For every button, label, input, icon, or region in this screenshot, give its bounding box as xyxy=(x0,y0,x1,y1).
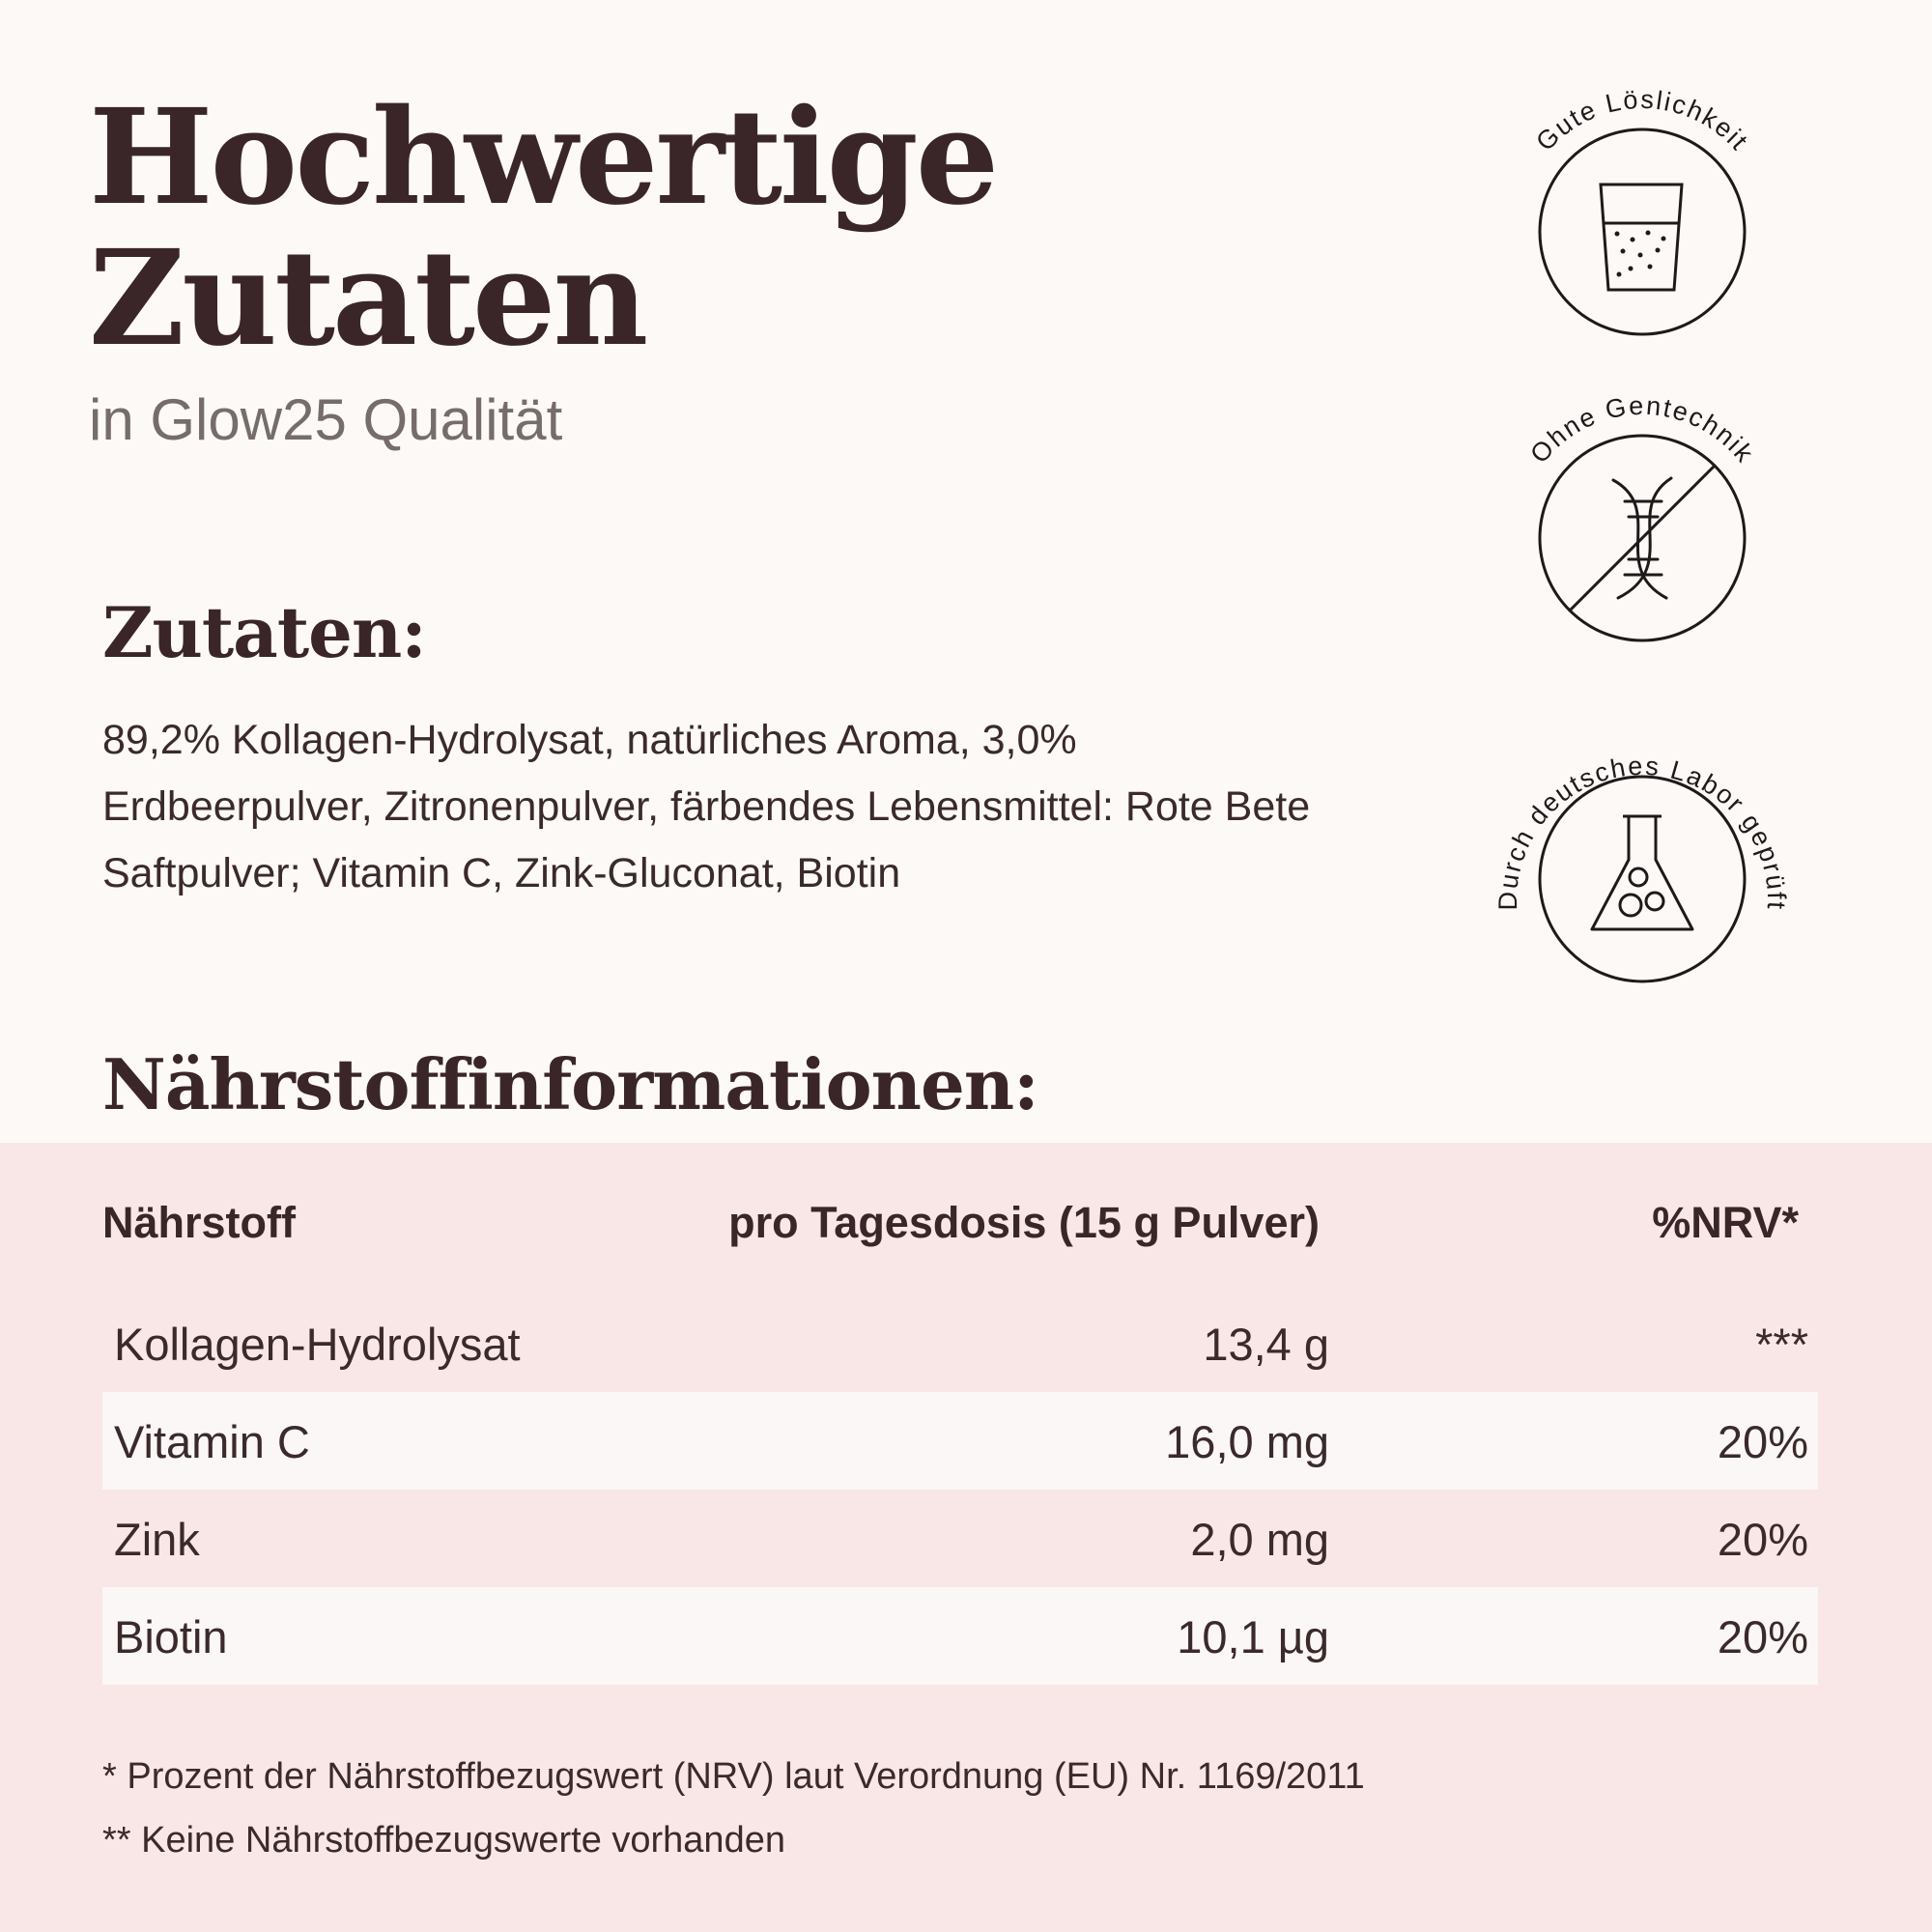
nutrient-name: Biotin xyxy=(114,1611,228,1662)
nutrient-name: Kollagen-Hydrolysat xyxy=(114,1319,521,1370)
badge-solubility-graphic xyxy=(1478,68,1806,396)
nutrient-name: Vitamin C xyxy=(114,1416,310,1467)
column-header-nrv: %NRV* xyxy=(1652,1198,1799,1247)
badge-gmo-free-graphic xyxy=(1478,374,1806,702)
badge-solubility-label: Gute Löslichkeit xyxy=(1530,84,1755,157)
nutrient-amount: 13,4 g xyxy=(1203,1319,1329,1370)
nutrient-nrv: 20% xyxy=(1717,1611,1808,1662)
footnote-nrv: * Prozent der Nährstoffbezugswert (NRV) laut Verordnung (EU) Nr. 1169/2011 xyxy=(102,1756,1365,1797)
dna-crossed-icon xyxy=(1570,466,1715,611)
table-row xyxy=(102,1490,1818,1587)
badge-lab-tested xyxy=(1478,715,1806,1043)
nutrient-name: Zink xyxy=(114,1514,200,1565)
title-line-2: Zutaten xyxy=(89,221,646,376)
nutrition-table xyxy=(102,1294,1818,1685)
page-subtitle: in Glow25 Qualität xyxy=(89,387,563,452)
nutrient-amount: 16,0 mg xyxy=(1165,1416,1329,1467)
glass-icon xyxy=(1601,185,1682,290)
table-row xyxy=(102,1294,1818,1392)
ingredients-text: 89,2% Kollagen-Hydrolysat, natürliches Aroma, 3,0% Erdbeerpulver, Zitronenpulver, färbendes Lebensmittel: Rote Bete Saftpulver; Vitamin C, Zink-Gluconat, Biotin xyxy=(102,717,1311,896)
nutrition-heading: Nährstoffinformationen: xyxy=(102,1043,1038,1125)
nutrition-table-header xyxy=(102,1198,1808,1256)
page-title xyxy=(89,80,997,376)
footnote-no-reference: ** Keine Nährstoffbezugswerte vorhanden xyxy=(102,1820,785,1861)
badge-solubility xyxy=(1478,68,1806,396)
nutrient-nrv: *** xyxy=(1755,1319,1808,1370)
ingredients-heading: Zutaten: xyxy=(102,591,426,673)
nutrient-amount: 10,1 µg xyxy=(1177,1611,1329,1662)
title-line-1: Hochwertige xyxy=(89,80,997,235)
table-row xyxy=(102,1392,1818,1490)
nutrient-nrv: 20% xyxy=(1717,1416,1808,1467)
nutrient-nrv: 20% xyxy=(1717,1514,1808,1565)
badge-lab-tested-graphic xyxy=(1478,715,1806,1043)
column-header-daily-dose: pro Tagesdosis (15 g Pulver) xyxy=(728,1198,1320,1247)
footnotes xyxy=(102,1753,1365,1881)
lab-flask-icon xyxy=(1592,816,1692,929)
badge-gmo-free-label: Ohne Gentechnik xyxy=(1524,390,1760,469)
badge-lab-tested-label: Durch deutsches Labor geprüft xyxy=(1492,751,1792,912)
table-row xyxy=(102,1587,1818,1685)
nutrient-amount: 2,0 mg xyxy=(1190,1514,1329,1565)
column-header-nutrient: Nährstoff xyxy=(102,1198,296,1247)
badge-gmo-free xyxy=(1478,374,1806,702)
